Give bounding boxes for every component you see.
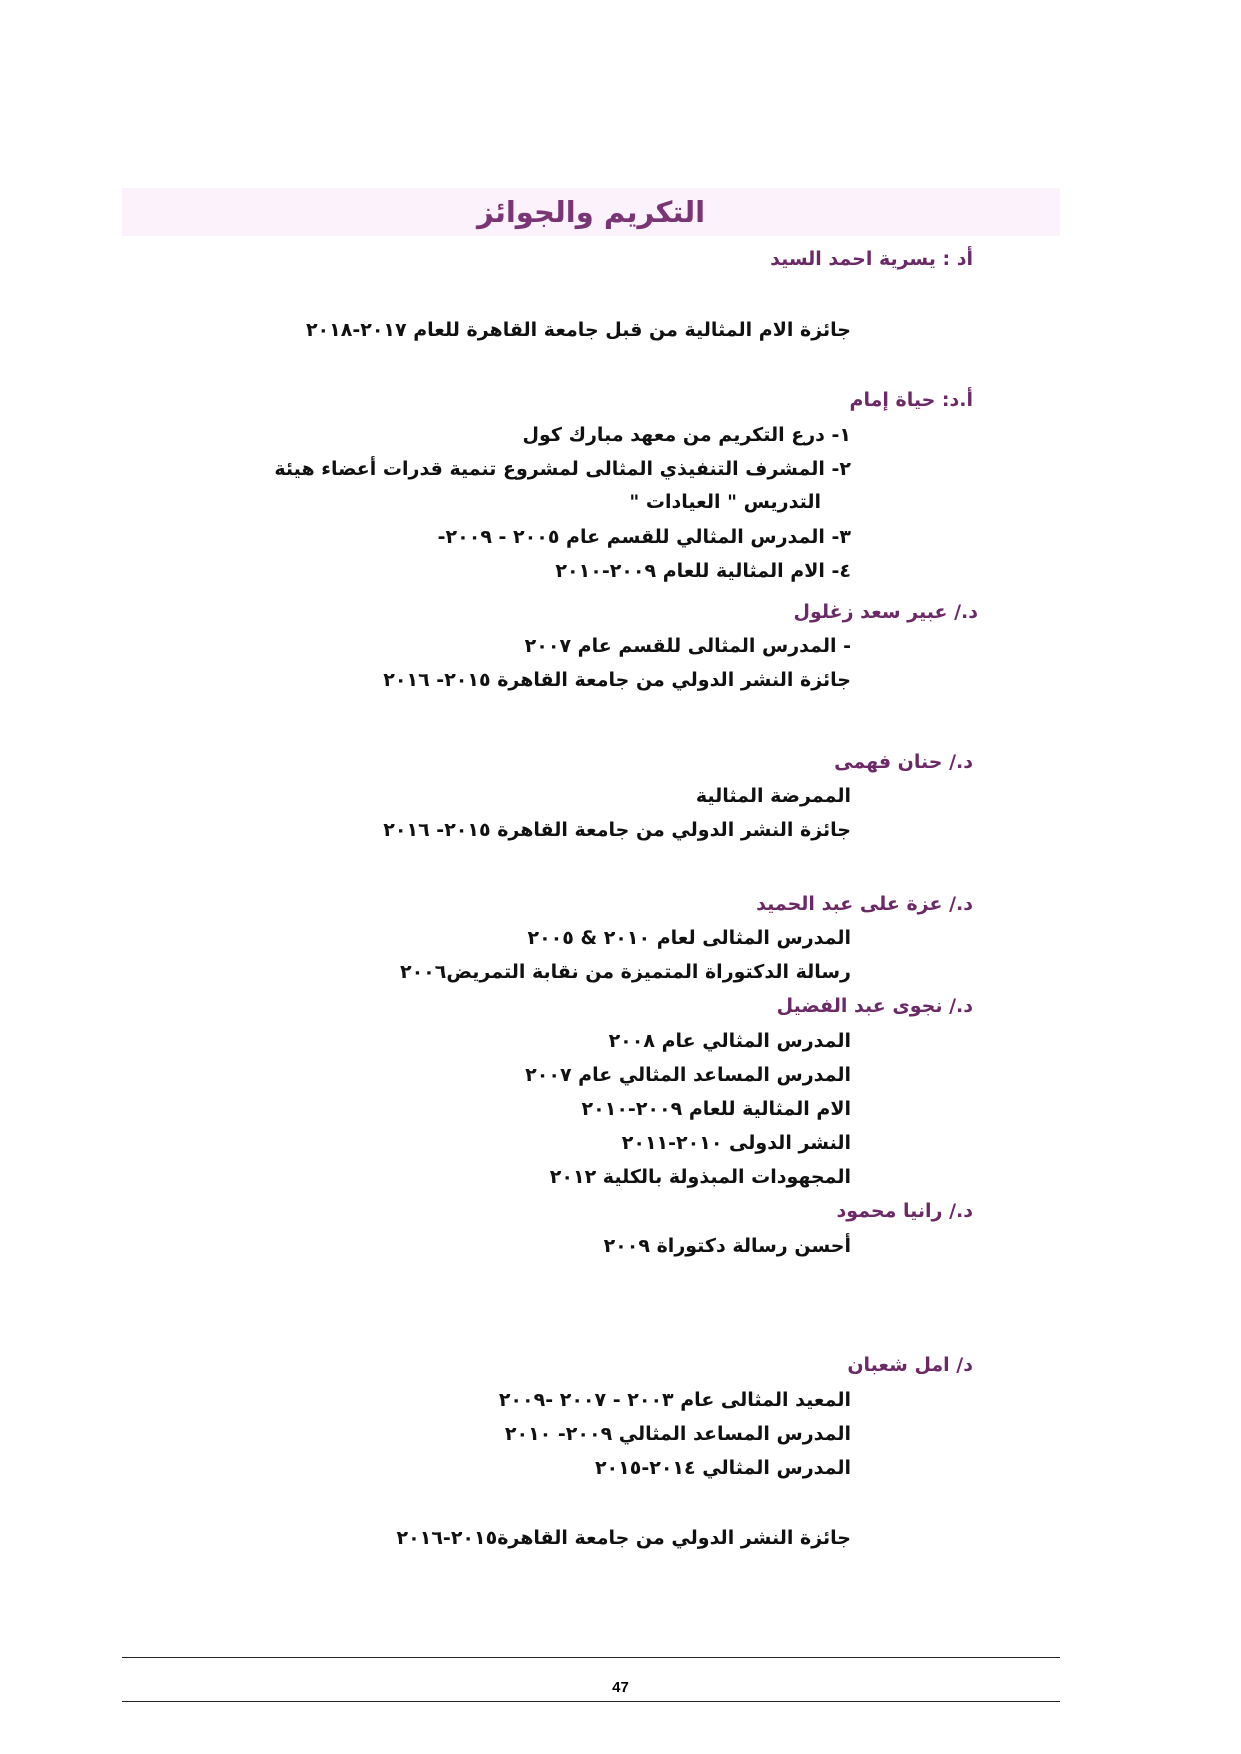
award-item: المدرس المثالي ٢٠١٤-٢٠١٥: [594, 1457, 851, 1479]
award-item: المجهودات المبذولة بالكلية ٢٠١٢: [549, 1166, 851, 1188]
award-item: المدرس المثالي عام ٢٠٠٨: [608, 1030, 851, 1052]
award-item: المدرس المثالى لعام ٢٠١٠ & ٢٠٠٥: [527, 927, 851, 949]
page-title: التكريم والجوائز: [476, 195, 706, 229]
award-item: أحسن رسالة دكتوراة ٢٠٠٩: [603, 1235, 851, 1257]
award-item: - المدرس المثالى للقسم عام ٢٠٠٧: [524, 635, 851, 657]
person-name: د./ نجوى عبد الفضيل: [776, 995, 973, 1017]
footer-rule-bottom: [122, 1701, 1060, 1702]
award-item: التدريس " العيادات ": [629, 491, 821, 513]
award-item: ٤- الام المثالية للعام ٢٠٠٩-٢٠١٠: [555, 560, 851, 582]
award-item: جائزة الام المثالية من قبل جامعة القاهرة للعام ٢٠١٧-٢٠١٨: [305, 319, 851, 341]
person-name: د./ حنان فهمى: [834, 751, 973, 773]
award-item: رسالة الدكتوراة المتميزة من نقابة التمريض٢٠٠٦: [399, 961, 851, 983]
person-name: د./ عبير سعد زغلول: [793, 601, 978, 623]
page-number: 47: [612, 1679, 629, 1696]
award-item: المدرس المساعد المثالي عام ٢٠٠٧: [525, 1064, 851, 1086]
award-item: الممرضة المثالية: [695, 785, 851, 807]
award-item: الام المثالية للعام ٢٠٠٩-٢٠١٠: [581, 1098, 851, 1120]
award-item: المدرس المساعد المثالي ٢٠٠٩- ٢٠١٠: [504, 1423, 851, 1445]
award-item: ٢- المشرف التنفيذي المثالى لمشروع تنمية قدرات أعضاء هيئة: [274, 458, 851, 480]
footer-rule-top: [122, 1657, 1060, 1658]
award-item: المعيد المثالى عام ٢٠٠٣ - ٢٠٠٧ -٢٠٠٩: [498, 1389, 851, 1411]
award-item: جائزة النشر الدولي من جامعة القاهرة ٢٠١٥- ٢٠١٦: [383, 669, 851, 691]
person-name: أد : يسرية احمد السيد: [770, 248, 973, 270]
person-name: د./ رانيا محمود: [836, 1200, 973, 1222]
award-item: جائزة النشر الدولي من جامعة القاهرة٢٠١٥-٢٠١٦: [396, 1527, 851, 1549]
award-item: ١- درع التكريم من معهد مبارك كول: [522, 424, 851, 446]
award-item: ٣- المدرس المثالي للقسم عام ٢٠٠٥ - ٢٠٠٩-: [437, 526, 851, 548]
person-name: د/ امل شعبان: [847, 1354, 973, 1376]
person-name: د./ عزة على عبد الحميد: [756, 893, 973, 915]
award-item: جائزة النشر الدولي من جامعة القاهرة ٢٠١٥- ٢٠١٦: [383, 819, 851, 841]
award-item: النشر الدولى ٢٠١٠-٢٠١١: [621, 1132, 851, 1154]
person-name: أ.د: حياة إمام: [849, 389, 973, 411]
